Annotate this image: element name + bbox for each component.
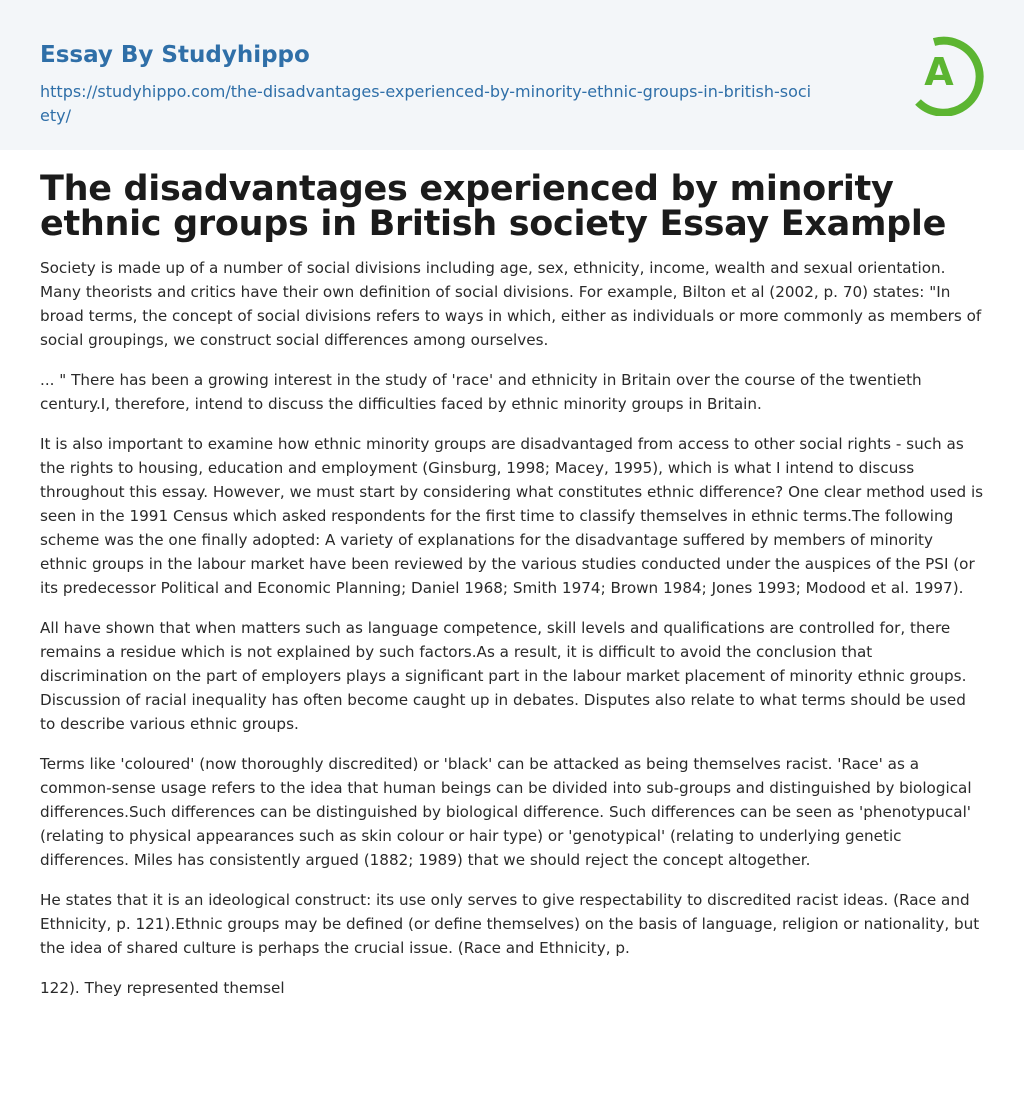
logo-letter: A [924,50,954,94]
studyhippo-logo-icon[interactable] [904,28,988,116]
paragraph: Terms like 'coloured' (now thoroughly discredited) or 'black' can be attacked as being themselves racist. 'Race' as a common-sense usage refers to the idea that human beings can be divided into sub-groups and distinguished by biological differences.Such differences can be distinguished by biological difference. Such differences can be seen as 'phenotypucal' (relating to physical appearances such as skin colour or hair type) or 'genotypical' (relating to underlying genetic differences. Miles has consistently argued (1882; 1989) that we should reject the concept altogether. [40,755,972,869]
paragraph: He states that it is an ideological construct: its use only serves to give respectability to discredited racist ideas. (Race and Ethnicity, p. 121).Ethnic groups may be defined (or define themselves) on the basis of language, religion or nationality, but the idea of shared culture is perhaps the crucial issue. (Race and Ethnicity, p. [40,891,980,957]
source-url-link[interactable]: https://studyhippo.com/the-disadvantages-experienced-by-minority-ethnic-groups-in-british-society/ [40,82,812,125]
paragraph: 122). They represented themsel [40,979,285,997]
paragraph: ... " There has been a growing interest in the study of 'race' and ethnicity in Britain over the course of the twentieth century.I, therefore, intend to discuss the difficulties faced by ethnic minority groups in Britain. [40,371,922,413]
page-title: The disadvantages experienced by minority ethnic groups in British society Essay Example [40,169,947,244]
paragraph: Society is made up of a number of social divisions including age, sex, ethnicity, income, wealth and sexual orientation. Many theorists and critics have their own definition of social divisions. For example, Bilton et al (2002, p. 70) states: "In broad terms, the concept of social divisions refers to ways in which, either as individuals or more commonly as members of social groupings, we construct social differences among ourselves. [40,259,982,349]
paragraph: It is also important to examine how ethnic minority groups are disadvantaged from access to other social rights - such as the rights to housing, education and employment (Ginsburg, 1998; Macey, 1995), which is what I intend to discuss throughout this essay. However, we must start by considering what constitutes ethnic difference? One clear method used is seen in the 1991 Census which asked respondents for the first time to classify themselves in ethnic terms.The following scheme was the one finally adopted: A variety of explanations for the disadvantage suffered by members of minority ethnic groups in the labour market have been reviewed by the various studies conducted under the auspices of the PSI (or its predecessor Political and Economic Planning; Daniel 1968; Smith 1974; Brown 1984; Jones 1993; Modood et al. 1997). [40,435,984,597]
site-header [0,0,1024,150]
paragraph: All have shown that when matters such as language competence, skill levels and qualifications are controlled for, there remains a residue which is not explained by such factors.As a result, it is difficult to avoid the conclusion that discrimination on the part of employers plays a significant part in the labour market placement of minority ethnic groups. Discussion of racial inequality has often become caught up in debates. Disputes also relate to what terms should be used to describe various ethnic groups. [40,619,967,733]
article-body [0,150,1024,1000]
site-brand[interactable]: Essay By Studyhippo [40,42,310,68]
